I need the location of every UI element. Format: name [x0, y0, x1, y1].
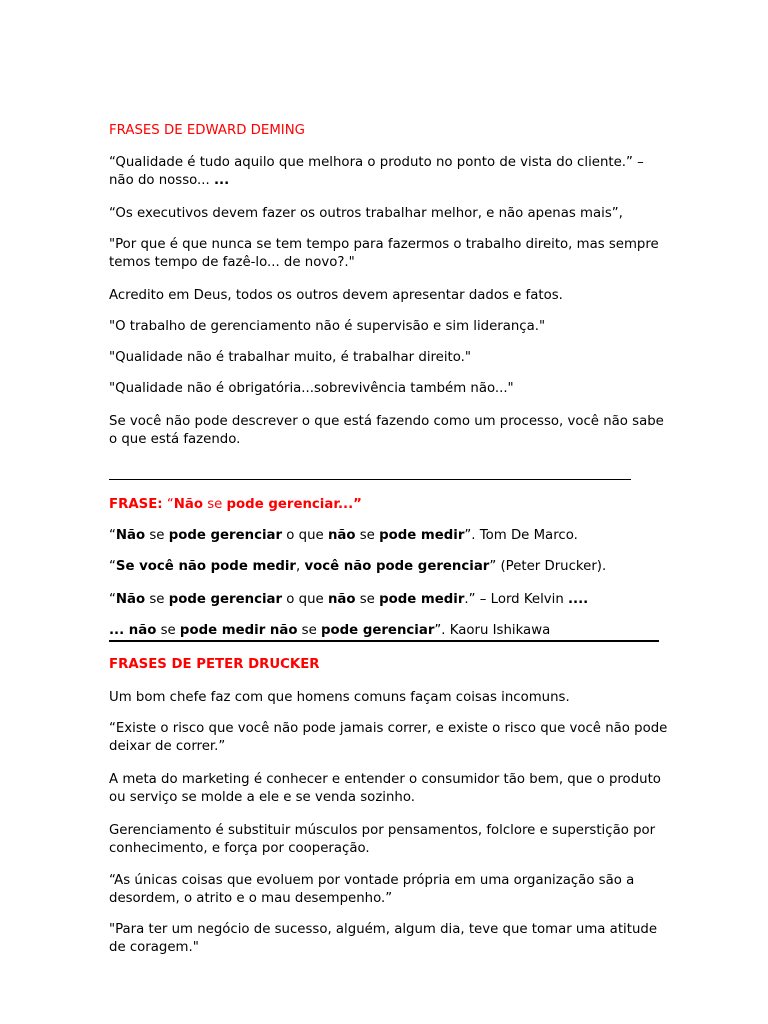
text-run: ... não — [109, 623, 157, 638]
text-run: pode medir — [379, 592, 465, 607]
quote-paragraph: Acredito em Deus, todos os outros devem apresentar dados e fatos. — [109, 288, 563, 303]
frase-se: se — [202, 497, 227, 512]
text-run: se — [355, 528, 380, 543]
horizontal-divider — [109, 479, 631, 480]
quote-paragraph — [109, 154, 669, 190]
quote-paragraph: "Por que é que nunca se tem tempo para fazermos o trabalho direito, mas sempre temos tempo de fazê-lo... de novo?." — [109, 237, 659, 270]
text-run: pode gerenciar — [168, 592, 283, 607]
quote-paragraph: Gerenciamento é substituir músculos por pensamentos, folclore e superstição por conhecimento, e força por cooperação. — [109, 823, 656, 856]
quote-paragraph: “Os executivos devem fazer os outros trabalhar melhor, e não apenas mais”, — [109, 206, 623, 221]
text-run: Não — [115, 528, 146, 543]
text-run: você não pode gerenciar — [304, 559, 490, 574]
quote-paragraph: "Qualidade não é obrigatória...sobrevivência também não..." — [109, 381, 514, 396]
quote-paragraph: "Qualidade não é trabalhar muito, é trabalhar direito." — [109, 350, 472, 365]
quote-paragraph: “Existe o risco que você não pode jamais correr, e existe o risco que você não pode deixar de correr.” — [109, 721, 668, 754]
frase-line-ishikawa — [109, 622, 669, 640]
text-run: .” – Lord Kelvin — [464, 592, 568, 607]
quote-paragraph: Se você não pode descrever o que está fazendo como um processo, você não sabe o que está fazendo. — [109, 414, 664, 447]
text-run: se — [297, 623, 322, 638]
text-run: “ — [109, 592, 116, 607]
text-run: ”. Tom De Marco. — [464, 528, 578, 543]
quote-bold-ellipsis: ... — [213, 173, 230, 188]
quote-paragraph: “As únicas coisas que evoluem por vontade própria em uma organização são a desordem, o atrito e o mau desempenho.” — [109, 873, 635, 906]
text-run: se — [156, 623, 180, 638]
section-heading-deming: FRASES DE EDWARD DEMING — [109, 123, 305, 138]
text-run: se — [145, 592, 169, 607]
text-run: ”. Kaoru Ishikawa — [434, 623, 551, 638]
text-run: se — [355, 592, 380, 607]
text-run: o que — [282, 592, 328, 607]
text-run: “ — [109, 528, 116, 543]
text-run: ” (Peter Drucker). — [489, 559, 607, 574]
frase-nao: Não — [173, 497, 203, 512]
frase-label: FRASE: — [109, 497, 163, 512]
quote-text: “Qualidade é tudo aquilo que melhora o produto no ponto de vista do cliente.” – não do nosso... — [109, 155, 644, 188]
text-run: , — [295, 559, 305, 574]
text-run: não — [327, 592, 356, 607]
quote-paragraph: Um bom chefe faz com que homens comuns façam coisas incomuns. — [109, 690, 570, 705]
frase-line-peter-drucker — [109, 558, 669, 576]
text-run: “ — [109, 559, 116, 574]
text-run: Não — [115, 592, 146, 607]
text-run: o que — [282, 528, 328, 543]
frase-pode-gerenciar: pode gerenciar...” — [226, 497, 362, 512]
text-run: Se você não pode medir — [115, 559, 296, 574]
quote-paragraph: "Para ter um negócio de sucesso, alguém, algum dia, teve que tomar uma atitude de coragem." — [109, 922, 657, 955]
text-run: pode medir — [379, 528, 465, 543]
frase-line-tom-de-marco — [109, 527, 669, 545]
text-run: se — [145, 528, 169, 543]
quote-paragraph: A meta do marketing é conhecer e entender o consumidor tão bem, que o produto ou serviço se molde a ele e se venda sozinho. — [109, 772, 661, 805]
section-heading-frase — [109, 496, 669, 514]
text-run: não — [327, 528, 356, 543]
text-run: pode medir não — [179, 623, 298, 638]
frase-line-lord-kelvin — [109, 591, 669, 609]
frase-open-quote: “ — [162, 497, 174, 512]
thick-divider — [109, 640, 659, 642]
text-run: pode gerenciar — [321, 623, 435, 638]
section-heading-drucker: FRASES DE PETER DRUCKER — [109, 657, 320, 672]
text-run: .... — [568, 592, 589, 607]
quote-paragraph: "O trabalho de gerenciamento não é supervisão e sim liderança." — [109, 319, 546, 334]
text-run: pode gerenciar — [168, 528, 283, 543]
